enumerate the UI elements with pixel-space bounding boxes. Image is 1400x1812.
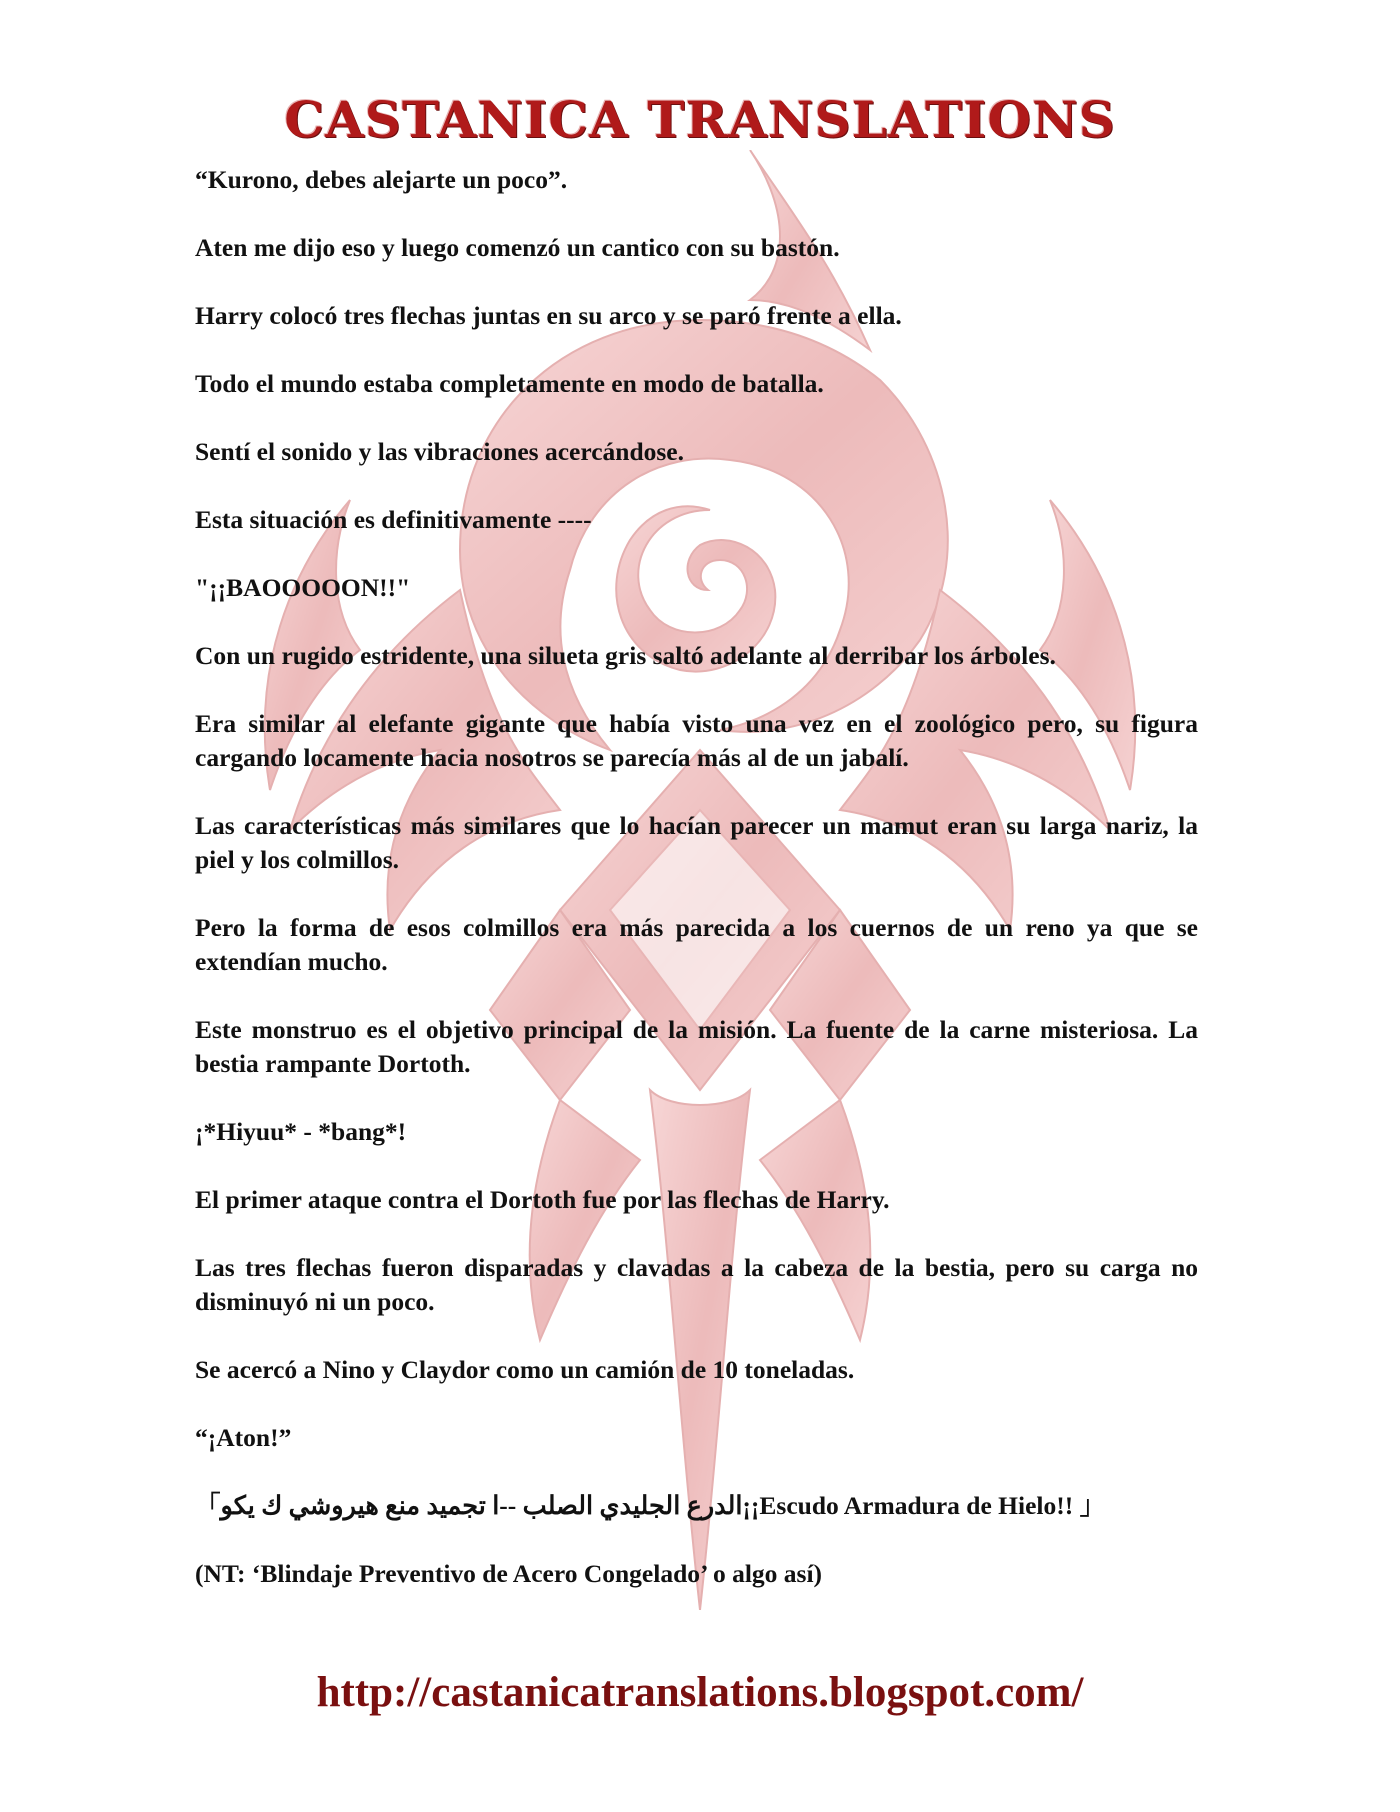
paragraph: Harry colocó tres flechas juntas en su arco y se paró frente a ella. — [195, 301, 902, 330]
paragraph: Este monstruo es el objetivo principal de la misión. La fuente de la carne misteriosa. La bestia rampante Dortoth. — [195, 1015, 1198, 1078]
paragraph: Con un rugido estridente, una silueta gris saltó adelante al derribar los árboles. — [195, 641, 1056, 670]
document-body — [195, 163, 1198, 1625]
paragraph: Todo el mundo estaba completamente en modo de batalla. — [195, 369, 824, 398]
page-header — [0, 90, 1400, 149]
site-title: CASTANICA TRANSLATIONS — [284, 90, 1116, 149]
paragraph: 「الدرع الجليدي الصلب --ا تجميد منع هيروشي ك يكو¡¡Escudo Armadura de Hielo!! 」 — [195, 1491, 1106, 1520]
paragraph: Aten me dijo eso y luego comenzó un cantico con su bastón. — [195, 233, 840, 262]
paragraph: ¡*Hiyuu* - *bang*! — [195, 1117, 407, 1146]
paragraph: "¡¡BAOOOOON!!" — [195, 573, 411, 602]
paragraph: Las características más similares que lo hacían parecer un mamut eran su larga nariz, la piel y los colmillos. — [195, 811, 1198, 874]
paragraph: (NT: ‘Blindaje Preventivo de Acero Congelado’ o algo así) — [195, 1559, 823, 1588]
paragraph: El primer ataque contra el Dortoth fue por las flechas de Harry. — [195, 1185, 890, 1214]
paragraph: Sentí el sonido y las vibraciones acercándose. — [195, 437, 684, 466]
paragraph: “Kurono, debes alejarte un poco”. — [195, 165, 568, 194]
paragraph: Pero la forma de esos colmillos era más parecida a los cuernos de un reno ya que se extendían mucho. — [195, 913, 1198, 976]
paragraph: “¡Aton!” — [195, 1423, 292, 1452]
paragraph: Esta situación es definitivamente ---- — [195, 505, 592, 534]
page-footer — [0, 1668, 1400, 1717]
paragraph: Se acercó a Nino y Claydor como un camión de 10 toneladas. — [195, 1355, 855, 1384]
paragraph: Era similar al elefante gigante que había visto una vez en el zoológico pero, su figura cargando locamente hacia nosotros se parecía más al de un jabalí. — [195, 709, 1198, 772]
blog-url-link[interactable]: http://castanicatranslations.blogspot.com/ — [316, 1669, 1084, 1716]
paragraph: Las tres flechas fueron disparadas y clavadas a la cabeza de la bestia, pero su carga no disminuyó ni un poco. — [195, 1253, 1198, 1316]
